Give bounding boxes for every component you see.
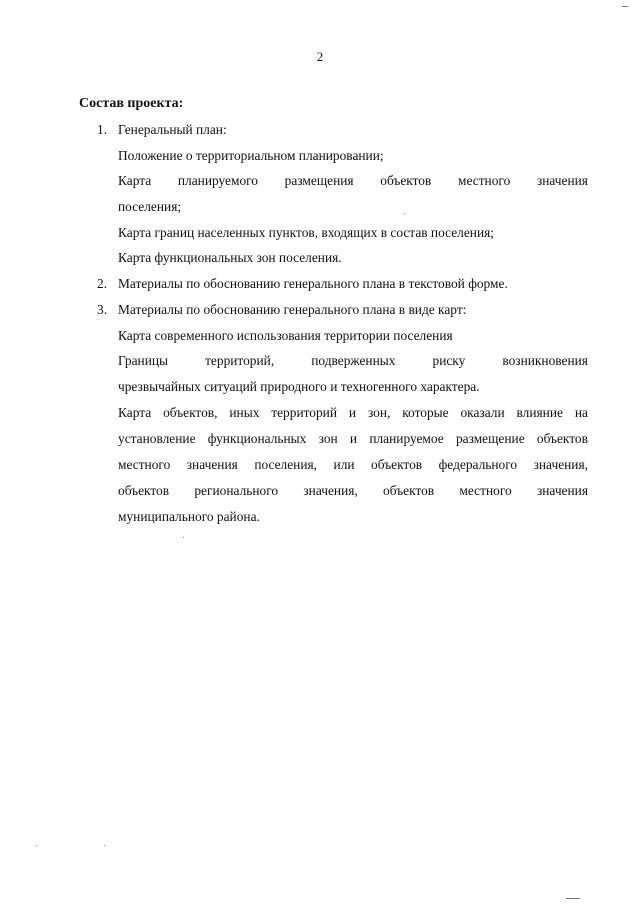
- scan-speck: [183, 537, 184, 538]
- word: и: [349, 431, 358, 446]
- sub-item-line: поселения;: [118, 199, 182, 214]
- list-item-title: Материалы по обоснованию генерального плана в виде карт:: [118, 302, 467, 317]
- scan-speck: [104, 845, 105, 846]
- word: значения,: [303, 483, 358, 498]
- word: размещения: [284, 173, 354, 188]
- sub-item-line-justified: [118, 403, 588, 423]
- scan-speck: [566, 898, 580, 899]
- word: значения: [536, 483, 588, 498]
- word: местного: [458, 173, 511, 188]
- sub-item-line-justified: [118, 351, 588, 371]
- sub-item-line: Карта границ населенных пунктов, входящих в состав поселения;: [118, 225, 495, 240]
- sub-item-line: чрезвычайных ситуаций природного и техногенного характера.: [118, 379, 480, 394]
- scan-speck: [36, 845, 37, 846]
- word: которые: [402, 405, 449, 420]
- list-item-title: Генеральный план:: [118, 122, 227, 137]
- word: возникновения: [502, 353, 588, 368]
- word: иных: [229, 405, 260, 420]
- word: значения,: [533, 457, 588, 472]
- word: территорий,: [205, 353, 275, 368]
- word: значения: [186, 457, 238, 472]
- word: риску: [432, 353, 466, 368]
- sub-item-line-justified: [118, 455, 588, 475]
- sub-item-line: Положение о территориальном планировании;: [118, 148, 384, 163]
- word: влияние: [516, 405, 563, 420]
- word: планируемого: [177, 173, 258, 188]
- list-item-number: 1.: [97, 122, 108, 137]
- word: установление: [118, 431, 196, 446]
- word: значения: [536, 173, 588, 188]
- section-heading: Состав проекта:: [79, 96, 184, 111]
- word: объектов: [380, 173, 432, 188]
- word: или: [333, 457, 355, 472]
- word: на: [574, 405, 588, 420]
- word: регионального: [194, 483, 279, 498]
- word: местного: [118, 457, 171, 472]
- word: зон: [318, 431, 338, 446]
- page-number: 2: [316, 49, 324, 64]
- sub-item-line: Карта современного использования территории поселения: [118, 328, 453, 343]
- list-item-title: Материалы по обоснованию генерального плана в текстовой форме.: [118, 276, 508, 291]
- word: объектов: [536, 431, 588, 446]
- sub-item-line-justified: [118, 171, 588, 191]
- word: объектов: [371, 457, 423, 472]
- sub-item-line-justified: [118, 481, 588, 501]
- word: зон,: [367, 405, 391, 420]
- word: подверженных: [311, 353, 396, 368]
- list-item-number: 2.: [97, 276, 108, 291]
- sub-item-line: Карта функциональных зон поселения.: [118, 250, 342, 265]
- word: функциональных: [207, 431, 307, 446]
- word: Карта: [118, 173, 152, 188]
- word: территорий: [271, 405, 338, 420]
- word: местного: [459, 483, 512, 498]
- scan-speck: [622, 6, 628, 7]
- word: оказали: [460, 405, 505, 420]
- sub-item-line: муниципального района.: [118, 509, 260, 524]
- word: планируемое: [369, 431, 444, 446]
- word: и: [348, 405, 357, 420]
- word: объектов,: [163, 405, 218, 420]
- list-item-number: 3.: [97, 302, 108, 317]
- scan-speck: [404, 213, 405, 214]
- word: размещение: [455, 431, 525, 446]
- word: поселения,: [254, 457, 318, 472]
- word: федерального: [438, 457, 518, 472]
- word: объектов: [118, 483, 170, 498]
- word: Карта: [118, 405, 152, 420]
- word: Границы: [118, 353, 169, 368]
- word: объектов: [383, 483, 435, 498]
- sub-item-line-justified: [118, 429, 588, 449]
